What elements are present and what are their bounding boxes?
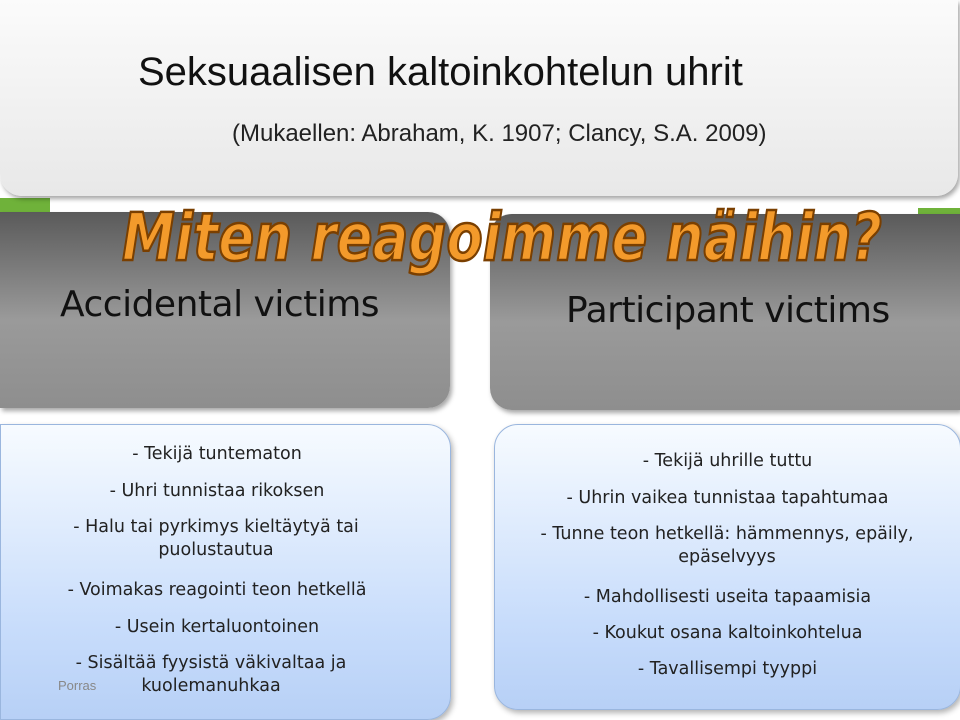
slide-title: Seksuaalisen kaltoinkohtelun uhrit [138,50,743,94]
overlay-heading [0,196,960,276]
list-item: - Sisältää fyysistä väkivaltaa ja kuolemanuhkaa [75,653,347,696]
list-item: - Koukut osana kaltoinkohtelua [592,623,863,643]
footer-label: Porras [58,678,97,693]
list-item: - Voimakas reagointi teon hetkellä [67,580,367,600]
list-item: - Mahdollisesti useita tapaamisia [583,587,872,607]
list-item: - Uhri tunnistaa rikoksen [109,481,325,501]
slide-subtitle: (Mukaellen: Abraham, K. 1907; Clancy, S.A. 2009) [232,120,767,147]
accidental-victims-list-box [0,424,451,720]
overlay-heading-text: Miten reagoimme näihin? [122,199,882,276]
accidental-victims-label: Accidental victims [60,284,380,325]
list-item: - Halu tai pyrkimys kieltäytyä tai puolustautua [73,517,359,560]
list-item: - Uhrin vaikea tunnistaa tapahtumaa [566,488,889,508]
list-item: - Tekijä tuntematon [132,444,302,464]
list-item: - Tunne teon hetkellä: hämmennys, epäily, epäselvyys [540,524,914,567]
title-panel [0,0,958,196]
list-item: - Tekijä uhrille tuttu [642,451,813,471]
list-item: - Tavallisempi tyyppi [637,659,818,679]
list-item: - Usein kertaluontoinen [114,617,320,637]
participant-victims-list-box [494,424,960,710]
participant-victims-label: Participant victims [566,290,890,331]
